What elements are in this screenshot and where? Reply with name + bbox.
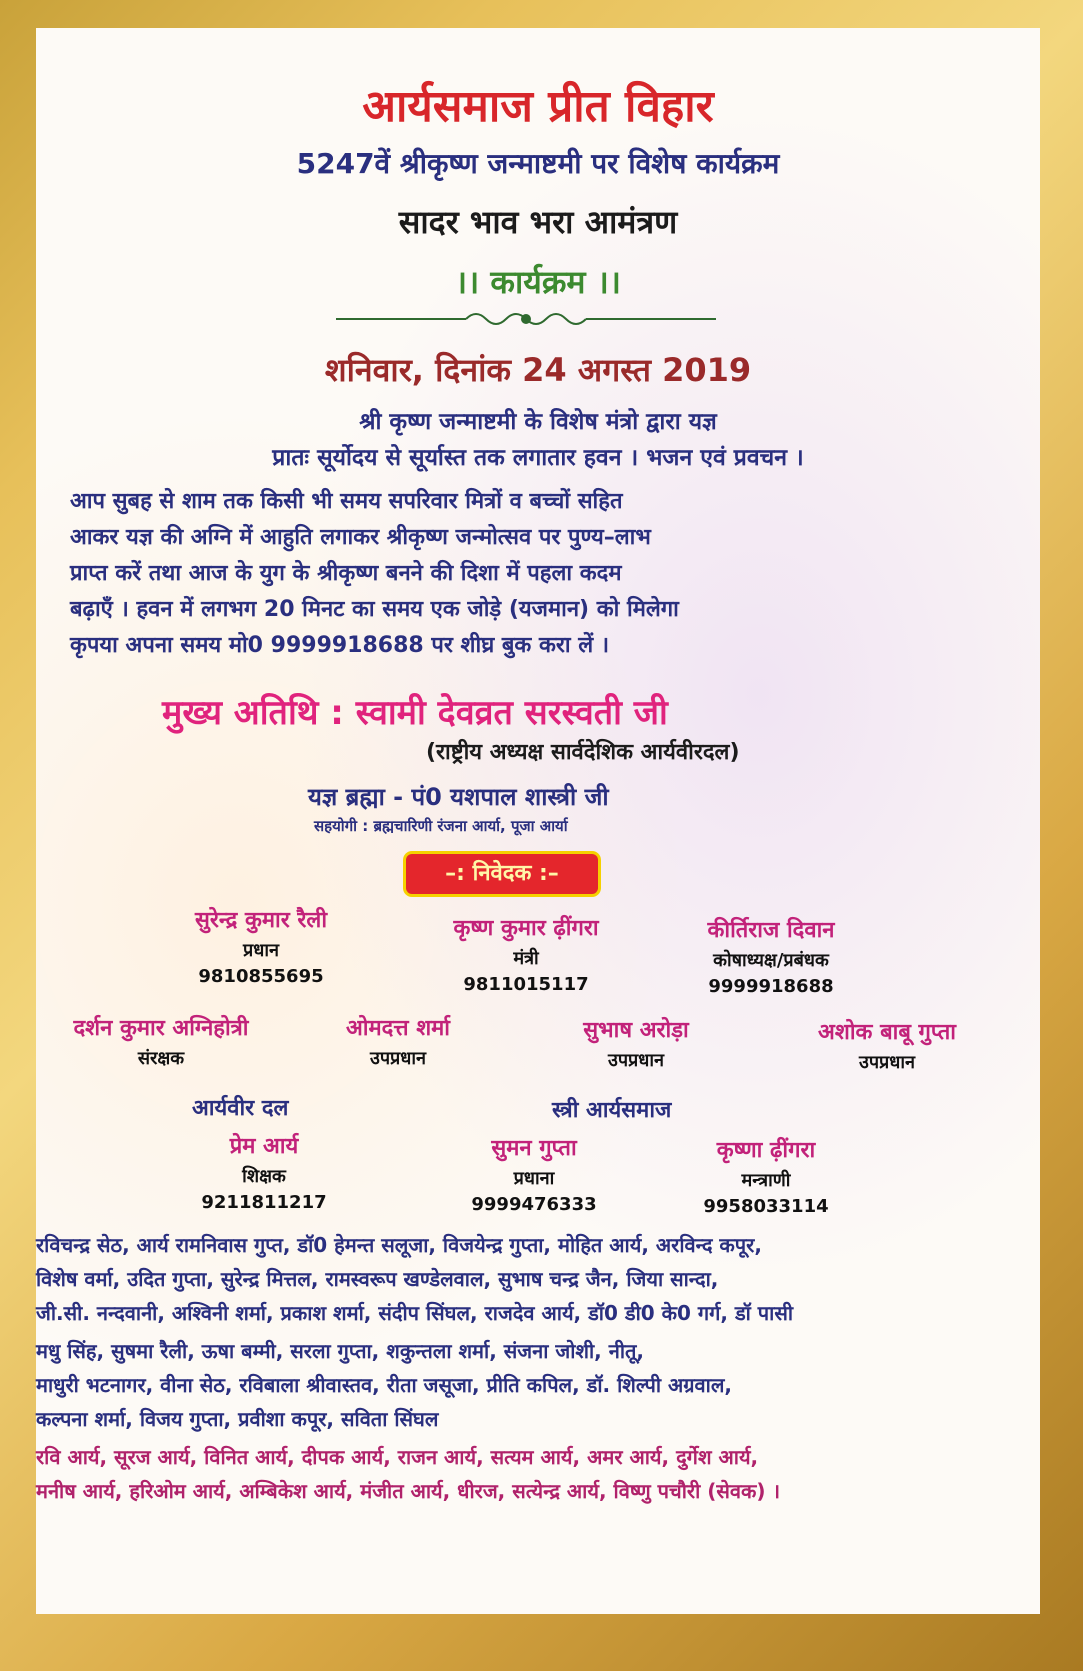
program-heading: ।। कार्यक्रम ।।: [455, 263, 621, 301]
officer-role: उपप्रधान: [607, 1050, 665, 1071]
officer-role: कोषाध्यक्ष/प्रबंधक: [713, 950, 829, 971]
page-subtitle: 5247वें श्रीकृष्ण जन्माष्टमी पर विशेष कार्यक्रम: [296, 147, 780, 180]
paragraph-line: बढ़ाएँ । हवन में लगभग 20 मिनट का समय एक जोड़े (यजमान) को मिलेगा: [70, 597, 679, 622]
officer-upapradhan-3: [772, 1016, 1002, 1074]
officer-phone: 9810855695: [198, 966, 324, 987]
paragraph-line: कृपया अपना समय मो0 9999918688 पर शीघ्र बुक करा लें ।: [70, 633, 610, 658]
list-item: कल्पना शर्मा, विजय गुप्ता, प्रवीशा कपूर, सविता सिंघल: [36, 1407, 439, 1431]
nivedak-badge: –: निवेदक :–: [406, 854, 598, 894]
officer-shikshak: [164, 1130, 364, 1213]
invitation-card: [36, 28, 1040, 1614]
officer-mantrani: [666, 1134, 866, 1217]
officer-role: शिक्षक: [242, 1166, 286, 1187]
officer-pradhan: [146, 904, 376, 987]
paragraph-line: आकर यज्ञ की अग्नि में आहुति लगाकर श्रीकृष्ण जन्मोत्सव पर पुण्य–लाभ: [70, 525, 651, 550]
officer-upapradhan-1: [298, 1012, 498, 1070]
officer-role: प्रधान: [243, 940, 279, 961]
officer-sanrakshak: [36, 1012, 286, 1070]
list-item: मनीष आर्य, हरिओम आर्य, अम्बिकेश आर्य, मंजीत आर्य, धीरज, सत्येन्द्र आर्य, विष्णु पचौरी (सेवक) ।: [36, 1479, 781, 1503]
officer-phone: 9999476333: [471, 1194, 597, 1215]
officer-phone: 9811015117: [463, 974, 589, 995]
officer-name: अशोक बाबू गुप्ता: [818, 1020, 956, 1045]
chief-guest-designation: (राष्ट्रीय अध्यक्ष सार्वदेशिक आर्यवीरदल): [426, 740, 740, 765]
officer-name: कीर्तिराज दिवान: [707, 918, 835, 943]
chief-guest: मुख्य अतिथि : स्वामी देवव्रत सरस्वती जी: [162, 693, 668, 733]
officer-name: सुभाष अरोड़ा: [583, 1018, 689, 1043]
officer-role: मंत्री: [513, 948, 539, 969]
officer-name: सुमन गुप्ता: [491, 1136, 577, 1161]
officer-name: सुरेन्द्र कुमार रैली: [194, 908, 328, 933]
list-item: रवि आर्य, सूरज आर्य, विनित आर्य, दीपक आर्य, राजन आर्य, सत्यम आर्य, अमर आर्य, दुर्गेश आर्य,: [36, 1445, 759, 1469]
list-item: रविचन्द्र सेठ, आर्य रामनिवास गुप्त, डॉ0 हेमन्त सलूजा, विजयेन्द्र गुप्ता, मोहित आर्य, अरविन्द कपूर,: [36, 1233, 762, 1257]
officer-name: प्रेम आर्य: [229, 1134, 299, 1159]
officer-name: दर्शन कुमार अग्निहोत्री: [73, 1016, 249, 1041]
yagya-brahma: यज्ञ ब्रह्मा - पं0 यशपाल शास्त्री जी: [308, 783, 609, 811]
assistants: सहयोगी : ब्रह्मचारिणी रंजना आर्या, पूजा आर्या: [314, 817, 568, 835]
page-title: आर्यसमाज प्रीत विहार: [362, 81, 714, 132]
officer-upapradhan-2: [536, 1014, 736, 1072]
officer-phone: 9958033114: [703, 1196, 829, 1217]
invitation-heading: सादर भाव भरा आमंत्रण: [398, 203, 678, 241]
invitation-paragraph: [70, 484, 1010, 664]
officer-role: उपप्रधान: [858, 1052, 916, 1073]
officer-role: मन्त्राणी: [741, 1170, 791, 1191]
officer-pradhana: [434, 1132, 634, 1215]
havan-line: प्रातः सूर्योदय से सूर्यास्त तक लगातार हवन । भजन एवं प्रवचन ।: [272, 445, 804, 471]
members-list-women: [36, 1334, 1016, 1436]
list-item: विशेष वर्मा, उदित गुप्ता, सुरेन्द्र मित्तल, रामस्वरूप खण्डेलवाल, सुभाष चन्द्र जैन, जिया सान्दा,: [36, 1267, 719, 1291]
event-date: शनिवार, दिनांक 24 अगस्त 2019: [324, 351, 752, 389]
officer-phone: 9999918688: [708, 976, 834, 997]
members-list-men: [36, 1228, 1016, 1330]
officer-name: ओमदत्त शर्मा: [345, 1016, 451, 1041]
officer-role: संरक्षक: [137, 1048, 185, 1069]
officer-phone: 9211811217: [201, 1192, 327, 1213]
officer-role: प्रधाना: [513, 1168, 555, 1189]
stri-aryasamaj-heading: स्त्री आर्यसमाज: [552, 1098, 672, 1123]
yagya-line: श्री कृष्ण जन्माष्टमी के विशेष मंत्रो द्वारा यज्ञ: [359, 409, 717, 435]
officer-name: कृष्णा ढ़ींगरा: [716, 1138, 816, 1163]
officer-treasurer: [656, 914, 886, 997]
ornament-divider: [336, 308, 716, 330]
officer-mantri: [411, 912, 641, 995]
list-item: जी.सी. नन्दवानी, अश्विनी शर्मा, प्रकाश शर्मा, संदीप सिंघल, राजदेव आर्य, डॉ0 डी0 के0 गर्ग, डॉ पासी: [36, 1301, 794, 1325]
members-list-youth: [36, 1440, 1016, 1508]
paragraph-line: प्राप्त करें तथा आज के युग के श्रीकृष्ण बनने की दिशा में पहला कदम: [70, 561, 622, 586]
list-item: माधुरी भटनागर, वीना सेठ, रविबाला श्रीवास्तव, रीता जसूजा, प्रीति कपिल, डॉ. शिल्पी अग्रवाल,: [36, 1373, 732, 1397]
aryaveer-dal-heading: आर्यवीर दल: [192, 1096, 289, 1121]
officer-name: कृष्ण कुमार ढ़ींगरा: [453, 916, 599, 941]
list-item: मधु सिंह, सुषमा रैली, ऊषा बम्मी, सरला गुप्ता, शकुन्तला शर्मा, संजना जोशी, नीतू,: [36, 1339, 644, 1363]
paragraph-line: आप सुबह से शाम तक किसी भी समय सपरिवार मित्रों व बच्चों सहित: [70, 489, 623, 514]
officer-role: उपप्रधान: [369, 1048, 427, 1069]
